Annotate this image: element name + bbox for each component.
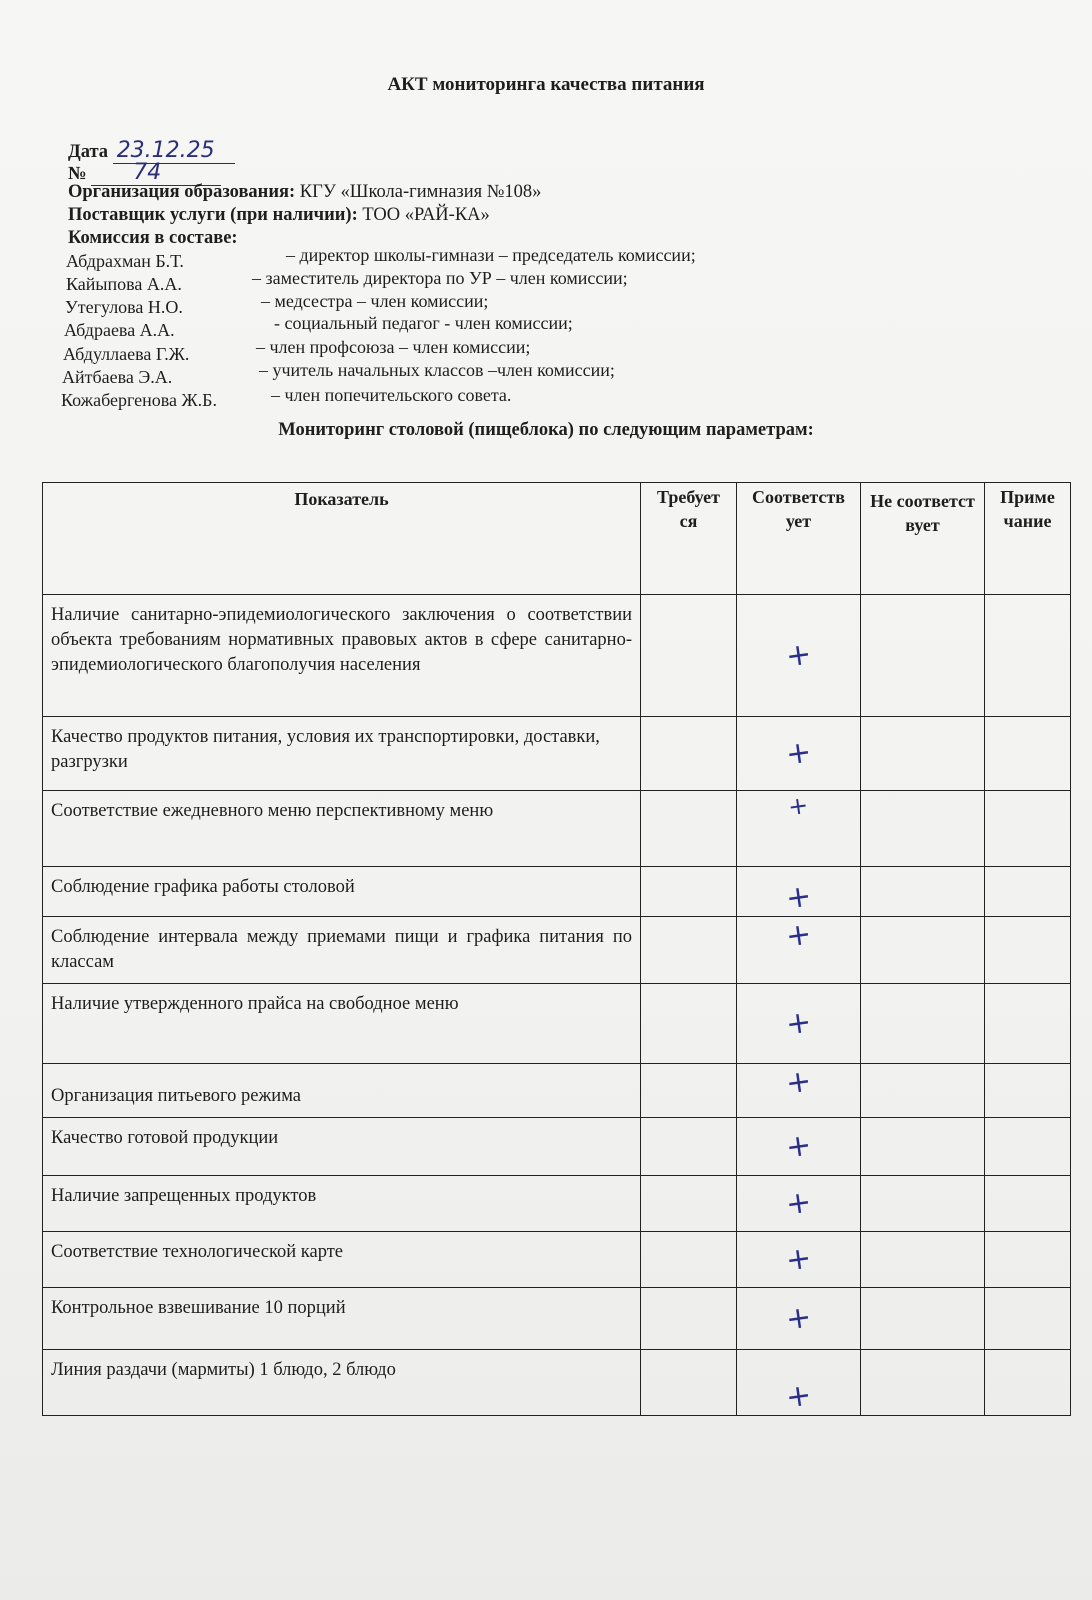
member-name: Абдраева А.А. bbox=[64, 320, 175, 340]
header-required: Требуется bbox=[641, 483, 737, 595]
commission-member bbox=[63, 337, 531, 365]
check-mark: + bbox=[786, 790, 811, 822]
indicator-cell: Организация питьевого режима bbox=[43, 1063, 641, 1117]
organization-value: КГУ «Школа-гимназия №108» bbox=[299, 182, 542, 202]
compliant-cell bbox=[737, 1349, 861, 1415]
table-row bbox=[43, 917, 1071, 984]
table-row bbox=[43, 983, 1071, 1063]
compliant-cell bbox=[737, 791, 861, 867]
indicator-cell: Качество готовой продукции bbox=[43, 1117, 641, 1175]
member-name: Кайыпова А.А. bbox=[66, 274, 182, 294]
check-mark: + bbox=[783, 916, 814, 955]
supplier-value: ТОО «РАЙ-КА» bbox=[362, 205, 490, 225]
member-name: Айтбаева Э.А. bbox=[62, 367, 173, 387]
compliant-cell bbox=[737, 717, 861, 791]
note-cell bbox=[985, 595, 1071, 717]
required-cell bbox=[641, 1287, 737, 1349]
note-cell bbox=[985, 983, 1071, 1063]
required-cell bbox=[641, 867, 737, 917]
supplier-label: Поставщик услуги (при наличии): bbox=[68, 205, 358, 225]
check-mark: + bbox=[783, 1240, 814, 1279]
check-mark: + bbox=[783, 636, 814, 675]
commission-member bbox=[66, 268, 628, 295]
note-cell bbox=[985, 1349, 1071, 1415]
compliant-cell bbox=[737, 917, 861, 984]
member-role: – член профсоюза – член комиссии; bbox=[256, 337, 531, 357]
table-row bbox=[43, 791, 1071, 867]
indicator-cell: Соблюдение интервала между приемами пищи и графика питания по классам bbox=[43, 917, 641, 984]
compliant-cell bbox=[737, 867, 861, 917]
required-cell bbox=[641, 1175, 737, 1231]
noncompliant-cell bbox=[861, 983, 985, 1063]
compliant-cell bbox=[737, 983, 861, 1063]
indicator-cell: Соответствие технологической карте bbox=[43, 1231, 641, 1287]
required-cell bbox=[641, 1231, 737, 1287]
required-cell bbox=[641, 1117, 737, 1175]
member-name: Утегулова Н.О. bbox=[65, 297, 183, 317]
noncompliant-cell bbox=[861, 1117, 985, 1175]
noncompliant-cell bbox=[861, 1063, 985, 1117]
indicator-cell: Соответствие ежедневного меню перспективному меню bbox=[43, 791, 641, 867]
table-row bbox=[43, 867, 1071, 917]
noncompliant-cell bbox=[861, 1349, 985, 1415]
compliant-cell bbox=[737, 1063, 861, 1117]
noncompliant-cell bbox=[861, 917, 985, 984]
table-row bbox=[43, 1231, 1071, 1287]
commission-member bbox=[65, 291, 489, 318]
header-compliant: Соответствует bbox=[737, 483, 861, 595]
note-cell bbox=[985, 1231, 1071, 1287]
note-cell bbox=[985, 1287, 1071, 1349]
indicator-cell: Наличие утвержденного прайса на свободное меню bbox=[43, 983, 641, 1063]
check-mark: + bbox=[783, 878, 814, 917]
indicator-cell: Соблюдение графика работы столовой bbox=[43, 867, 641, 917]
noncompliant-cell bbox=[861, 1175, 985, 1231]
date-label: Дата bbox=[68, 142, 109, 162]
indicator-cell: Качество продуктов питания, условия их транспортировки, доставки, разгрузки bbox=[43, 717, 641, 791]
required-cell bbox=[641, 1349, 737, 1415]
commission-member bbox=[62, 360, 615, 388]
compliant-cell bbox=[737, 1231, 861, 1287]
member-role: – заместитель директора по УР – член комиссии; bbox=[252, 268, 628, 288]
compliant-cell bbox=[737, 1117, 861, 1175]
compliant-cell bbox=[737, 1287, 861, 1349]
required-cell bbox=[641, 1063, 737, 1117]
date-value: 23.12.25 bbox=[113, 138, 235, 164]
member-name: Кожабергенова Ж.Б. bbox=[61, 390, 217, 410]
table-row bbox=[43, 1349, 1071, 1415]
member-name: Абдуллаева Г.Ж. bbox=[63, 344, 190, 364]
note-cell bbox=[985, 917, 1071, 984]
member-role: – медсестра – член комиссии; bbox=[261, 291, 489, 311]
indicator-cell: Линия раздачи (мармиты) 1 блюдо, 2 блюдо bbox=[43, 1349, 641, 1415]
commission-label: Комиссия в составе: bbox=[68, 228, 238, 248]
compliant-cell bbox=[737, 1175, 861, 1231]
table-row bbox=[43, 717, 1071, 791]
number-label: № bbox=[68, 164, 87, 184]
check-mark: + bbox=[783, 1063, 814, 1102]
table-row bbox=[43, 1063, 1071, 1117]
check-mark: + bbox=[783, 734, 814, 773]
required-cell bbox=[641, 595, 737, 717]
monitoring-table bbox=[42, 482, 1071, 1416]
commission-member bbox=[61, 385, 512, 411]
required-cell bbox=[641, 791, 737, 867]
member-role: – учитель начальных классов –член комиссии; bbox=[259, 360, 615, 380]
note-cell bbox=[985, 717, 1071, 791]
check-mark: + bbox=[783, 1127, 814, 1166]
noncompliant-cell bbox=[861, 595, 985, 717]
header-note: Примечание bbox=[985, 483, 1071, 595]
note-cell bbox=[985, 1063, 1071, 1117]
organization-label: Организация образования: bbox=[68, 182, 296, 202]
noncompliant-cell bbox=[861, 1231, 985, 1287]
table-header-row bbox=[43, 483, 1071, 595]
note-cell bbox=[985, 1117, 1071, 1175]
indicator-cell: Контрольное взвешивание 10 порций bbox=[43, 1287, 641, 1349]
commission-member bbox=[64, 313, 573, 341]
check-mark: + bbox=[783, 1377, 814, 1416]
table-row bbox=[43, 1287, 1071, 1349]
table-row bbox=[43, 595, 1071, 717]
check-mark: + bbox=[783, 1004, 814, 1043]
number-value: 74 bbox=[91, 160, 221, 186]
supplier-line bbox=[68, 205, 490, 226]
indicator-cell: Наличие запрещенных продуктов bbox=[43, 1175, 641, 1231]
header-noncompliant: Не соответствует bbox=[861, 483, 985, 595]
check-mark: + bbox=[783, 1184, 814, 1223]
noncompliant-cell bbox=[861, 717, 985, 791]
required-cell bbox=[641, 717, 737, 791]
member-role: – директор школы-гимнази – председатель комиссии; bbox=[286, 245, 696, 265]
member-role: – член попечительского совета. bbox=[271, 385, 512, 405]
noncompliant-cell bbox=[861, 791, 985, 867]
check-mark: + bbox=[783, 1299, 814, 1338]
member-role: - социальный педагог - член комиссии; bbox=[274, 313, 573, 333]
document-title: АКТ мониторинга качества питания bbox=[387, 74, 705, 95]
commission-member bbox=[66, 245, 696, 272]
organization-line bbox=[68, 182, 541, 203]
required-cell bbox=[641, 917, 737, 984]
table-row bbox=[43, 1117, 1071, 1175]
table-row bbox=[43, 1175, 1071, 1231]
noncompliant-cell bbox=[861, 867, 985, 917]
member-name: Абдрахман Б.Т. bbox=[66, 251, 184, 271]
table-caption: Мониторинг столовой (пищеблока) по следующим параметрам: bbox=[278, 420, 814, 440]
note-cell bbox=[985, 867, 1071, 917]
note-cell bbox=[985, 1175, 1071, 1231]
compliant-cell bbox=[737, 595, 861, 717]
noncompliant-cell bbox=[861, 1287, 985, 1349]
header-indicator: Показатель bbox=[43, 483, 641, 595]
indicator-cell: Наличие санитарно-эпидемиологического заключения о соответствии объекта требованиям нормативных правовых актов в сфере санитарно-эпидемиологического благополучия населения bbox=[43, 595, 641, 717]
note-cell bbox=[985, 791, 1071, 867]
required-cell bbox=[641, 983, 737, 1063]
